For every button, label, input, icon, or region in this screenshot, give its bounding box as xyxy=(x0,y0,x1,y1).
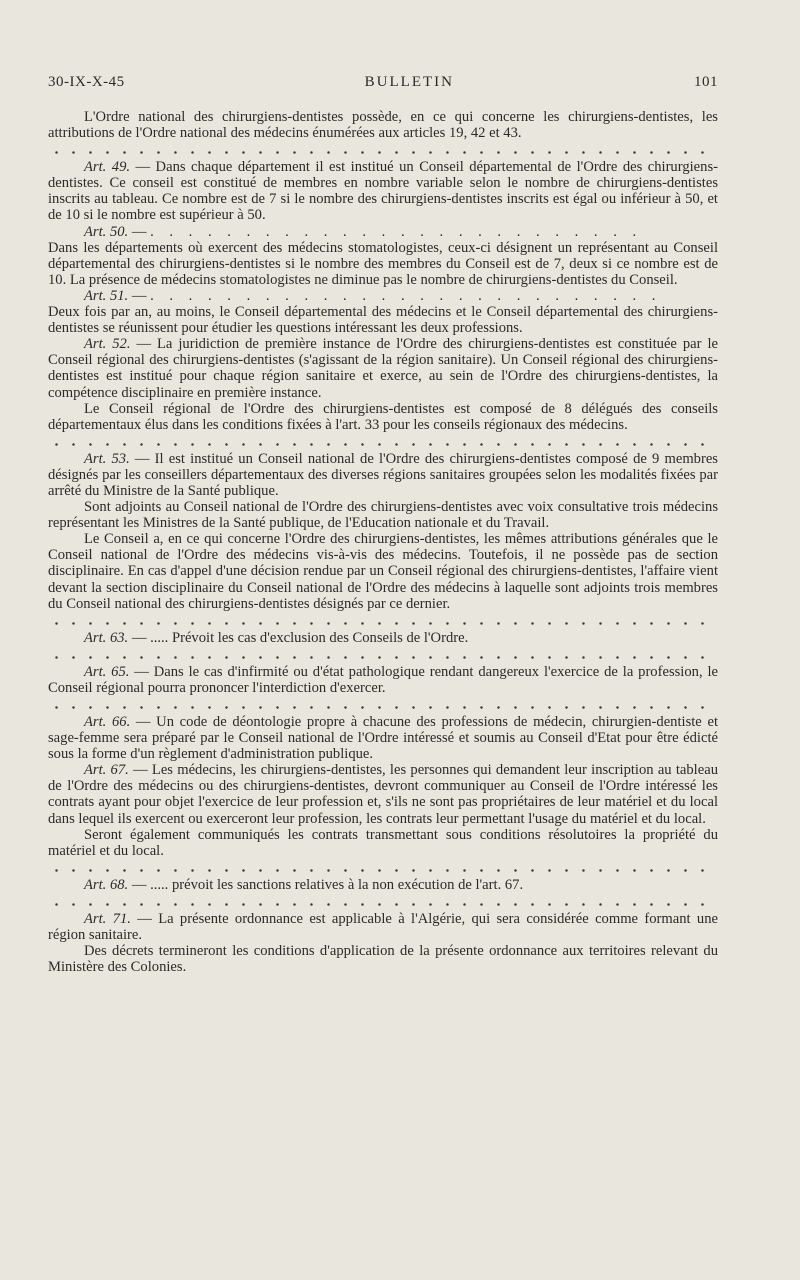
article-65-text: — Dans le cas d'infirmité ou d'état pathologique rendant dangereux l'exercice de la profession, le Conseil régional pourra prononcer l'interdiction d'exercer. xyxy=(48,663,718,696)
article-63-label: Art. 63. xyxy=(84,629,129,646)
ellipsis-divider xyxy=(48,615,718,626)
article-50-dots: . . . . . . . . . . . . . . . . . . . . . . . . . . xyxy=(150,223,643,240)
article-51-dash: — xyxy=(128,287,151,304)
ellipsis-divider xyxy=(48,649,718,660)
article-53-text: — Il est institué un Conseil national de l'Ordre des chirurgiens-dentistes composé de 9 membres désignés par les conseillers départementaux des diverses régions sanitaires groupées selon les modalités fixées par arrêté du Ministre de la Santé publique. xyxy=(48,450,718,499)
ellipsis-divider xyxy=(48,896,718,907)
page-header xyxy=(48,74,718,91)
article-65 xyxy=(48,664,718,696)
article-51-dots: . . . . . . . . . . . . . . . . . . . . . . . . . . . xyxy=(150,287,662,304)
article-53-paragraph-2: Sont adjoints au Conseil national de l'Ordre des chirurgiens-dentistes avec voix consultative trois médecins représentant les Ministres de la Santé publique, de l'Education nationale et du Travail. xyxy=(48,499,718,532)
header-title: BULLETIN xyxy=(364,74,454,90)
article-52-text: — La juridiction de première instance de l'Ordre des chirurgiens-dentistes est constituée par le Conseil régional des chirurgiens-dentistes (s'agissant de la région sanitaire). Un Conseil régional des chirurgiens-dentistes est institué pour chaque région sanitaire et exerce, au sein de l'Ordre des chirurgiens-dentistes, la compétence disciplinaire en première instance. xyxy=(48,336,718,401)
article-53-paragraph-3: Le Conseil a, en ce qui concerne l'Ordre des chirurgiens-dentistes, les mêmes attributions générales que le Conseil national de l'Ordre des médecins vis-à-vis des médecins. Toutefois, il ne possède pas de section disciplinaire. En cas d'appel d'une décision rendue par un Conseil régional des chirurgiens-dentistes, l'affaire vient devant la section disciplinaire du Conseil national de l'Ordre des médecins à laquelle sont adjoints trois membres du Conseil national des chirurgiens-dentistes désignés par ce dernier. xyxy=(48,531,718,612)
header-date: 30-IX-X-45 xyxy=(48,74,125,90)
article-71-label: Art. 71. xyxy=(84,910,131,927)
article-50-heading xyxy=(48,224,718,240)
article-68-label: Art. 68. xyxy=(84,876,129,893)
article-67-text: — Les médecins, les chirurgiens-dentistes, les personnes qui demandent leur inscription au tableau de l'Ordre des médecins ou des chirurgiens-dentistes, devront communiquer au Conseil de l'Ordre intéressé les contrats ayant pour objet l'exercice de leur profession et, s'ils ne sont pas propriétaires de leur matériel et du local dans lequel ils exercent ou exerceront leur profession, les contrats leur permettant l'usage du matériel et du local. xyxy=(48,762,718,827)
intro-paragraph: L'Ordre national des chirurgiens-dentistes possède, en ce qui concerne les chirurgiens-dentistes, les attributions de l'Ordre national des médecins énumérées aux articles 19, 42 et 43. xyxy=(48,109,718,142)
article-53-label: Art. 53. xyxy=(84,450,130,467)
article-51-heading xyxy=(48,288,718,304)
article-65-label: Art. 65. xyxy=(84,663,130,680)
article-66-text: — Un code de déontologie propre à chacune des professions de médecin, chirurgien-dentiste et sage-femme sera préparé par le Conseil national de l'Ordre intéressé et soumis au Conseil d'Etat pour être édicté sous la forme d'un règlement d'administration publique. xyxy=(48,714,718,763)
article-50-dash: — xyxy=(128,223,151,240)
article-66-label: Art. 66. xyxy=(84,714,131,730)
article-50-text: Dans les départements où exercent des médecins stomatologistes, ceux-ci désignent un représentant au Conseil départemental des chirurgiens-dentistes si le nombre des membres du Conseil est de 7, deux si ce nombre est de 10. La présence de médecins stomatologistes ne diminue pas le nombre de chirurgiens-dentistes du Conseil. xyxy=(48,239,718,288)
article-71-text: — La présente ordonnance est applicable à l'Algérie, qui sera considérée comme formant une région sanitaire. xyxy=(48,910,718,944)
article-68 xyxy=(48,877,718,893)
ellipsis-divider xyxy=(48,144,718,155)
article-67-label: Art. 67. xyxy=(84,762,129,779)
ellipsis-divider xyxy=(48,862,718,873)
article-49-label: Art. 49. xyxy=(84,159,131,176)
header-page-number: 101 xyxy=(693,74,718,90)
article-52-paragraph-2: Le Conseil régional de l'Ordre des chirurgiens-dentistes est composé de 8 délégués des conseils départementaux élus dans les conditions fixées à l'art. 33 pour les conseils régionaux des médecins. xyxy=(48,400,718,433)
article-71-paragraph-2: Des décrets termineront les conditions d'application de la présente ordonnance aux territoires relevant du Ministère des Colonies. xyxy=(48,943,718,976)
ellipsis-divider xyxy=(48,699,718,710)
document-body xyxy=(48,109,718,975)
article-51-text: Deux fois par an, au moins, le Conseil départemental des médecins et le Conseil départemental des chirurgiens-dentistes se réunissent pour étudier les questions intéressant les deux professions. xyxy=(48,304,718,337)
article-67-paragraph-2: Seront également communiqués les contrats transmettant sous conditions résolutoires la propriété du matériel et du local. xyxy=(48,826,718,859)
article-51-label: Art. 51. xyxy=(84,287,129,304)
article-66 xyxy=(48,714,718,762)
article-49 xyxy=(48,159,718,223)
article-67 xyxy=(48,762,718,826)
article-49-text: — Dans chaque département il est institué un Conseil départemental de l'Ordre des chirurgiens-dentistes. Ce conseil est constitué de membres en nombre variable selon le nombre de chirurgiens-dentistes inscrits au tableau. Ce nombre est de 7 si le nombre des chirurgiens-dentistes inscrits est égal ou inférieur à 50, et de 10 si le nombre est supérieur à 50. xyxy=(48,159,718,224)
ellipsis-divider xyxy=(48,436,718,447)
article-63-text: — ..... Prévoit les cas d'exclusion des Conseils de l'Ordre. xyxy=(128,629,469,646)
article-52-label: Art. 52. xyxy=(84,336,131,353)
article-63 xyxy=(48,630,718,646)
article-53 xyxy=(48,451,718,499)
article-52 xyxy=(48,336,718,400)
article-68-text: — ..... prévoit les sanctions relatives à la non exécution de l'art. 67. xyxy=(128,876,524,893)
article-50-label: Art. 50. xyxy=(84,223,129,240)
article-71 xyxy=(48,911,718,943)
